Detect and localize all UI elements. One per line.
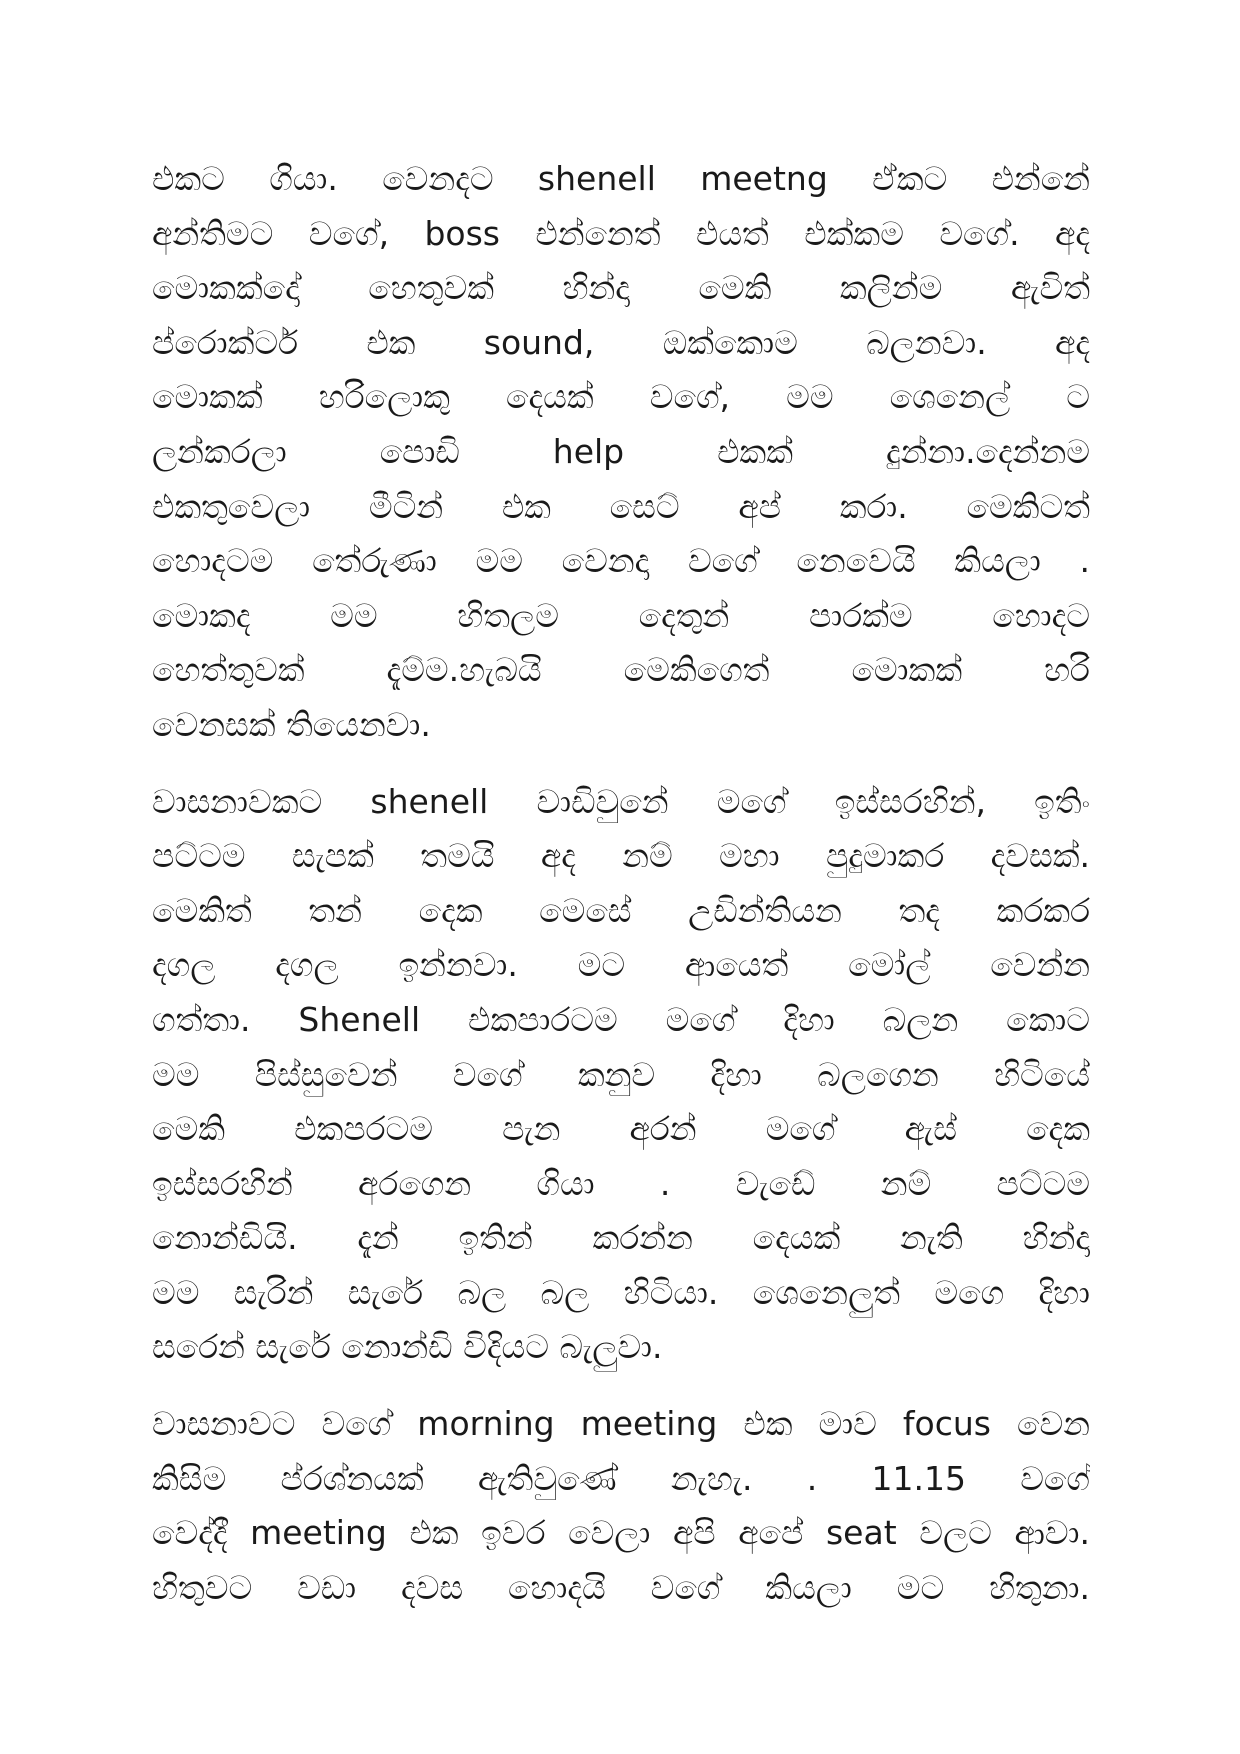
- paragraph-1: [152, 152, 1090, 753]
- text-line: මොකක්දෝ හෙතුවක් හින්දා මෙකි කලින්ම ඇවිත්: [152, 268, 1090, 308]
- text-line: හොදටම තේරුණා මම වෙනදා වගේ නෙවෙයි කියලා .: [152, 541, 1090, 581]
- text-line: මෙකි එකපරටම පැන අරන් මගේ ඇස් දෙක: [152, 1109, 1090, 1149]
- text-line: වාසනාවකට shenell වාඩිවුනේ මගේ ඉස්සරහින්, ඉතිං: [152, 781, 1090, 821]
- text-line: ලන්කරලා පොඩි help එකක් දුන්නා.දෙන්නම: [152, 431, 1090, 471]
- text-line: පට්ටම සැපක් තමයි අද නම් මහා පුදුමාකර දවසක්.: [152, 836, 1090, 876]
- text-line: අන්තිමට වගේ, boss එන්නෙත් එයත් එක්කම වගේ. අද: [152, 213, 1090, 253]
- text-line: දගල දගල ඉන්නවා. මට ආයෙත් මෝල් වෙන්න: [152, 945, 1090, 985]
- text-line: ඉස්සරහින් අරගෙන ගියා . වැඩේ නම් පට්ටම: [152, 1163, 1090, 1203]
- paragraph-2: [152, 775, 1090, 1376]
- text-line: නොන්ඩියි. දැන් ඉතින් කරන්න දෙයක් නැති හින්දා: [152, 1218, 1090, 1258]
- text-line: වෙනසක් තියෙනවා.: [152, 704, 431, 744]
- text-line: මෙකිත් තන් දෙක මෙසේ උඩින්තියන තද කරකර: [152, 890, 1090, 930]
- text-line: මම පිස්සුවෙන් වගේ කනුව දිහා බලගෙන හිටියේ: [152, 1054, 1090, 1094]
- text-line: එකට ගියා. වෙනදට shenell meetng ඒකට එන්නේ: [152, 159, 1090, 198]
- text-line: වාසනාවට වගේ morning meeting එක මාව focus වෙන: [152, 1404, 1090, 1444]
- text-line: කිසිම ප්රශ්නයක් ඇතිවුණේ නැහැ. . 11.15 වගේ: [152, 1458, 1090, 1498]
- text-line: මම සැරින් සැරේ බල බල හිටියා. ශෙනෙලුත් මගෙ දිහා: [152, 1272, 1090, 1312]
- text-line: එකතුවෙලා මීටින් එක සෙට් අප් කරා. මෙකිටත්: [152, 486, 1090, 526]
- text-line: සරෙන් සැරේ නොන්ඩි විදියට බැලුවා.: [152, 1327, 663, 1367]
- text-line: හෙත්තුවක් දැම්ම.හැබයි මෙකිගෙත් මොකක් හරි: [152, 650, 1090, 690]
- text-line: මොකක් හරිලොකු දෙයක් වගේ, මම ශෙනෙල් ට: [152, 377, 1090, 417]
- paragraph-3: [152, 1397, 1090, 1615]
- text-line: වෙද්දී meeting එක ඉවර වෙලා අපි අපේ seat වලට ආවා.: [152, 1513, 1090, 1553]
- text-line: ප්රොක්ටර් එක sound, ඔක්කොම බලනවා. අද: [152, 322, 1090, 362]
- text-line: මොකද මම හිතලම දෙතුන් පාරක්ම හොදට: [152, 595, 1090, 635]
- text-line: ගත්තා. Shenell එකපාරටම මගේ දිහා බලන කොට: [152, 999, 1090, 1039]
- document-body: [152, 152, 1090, 1637]
- text-line: හිතුවට වඩා දවස හොදයි වගේ කියලා මට හිතුනා.: [152, 1567, 1090, 1607]
